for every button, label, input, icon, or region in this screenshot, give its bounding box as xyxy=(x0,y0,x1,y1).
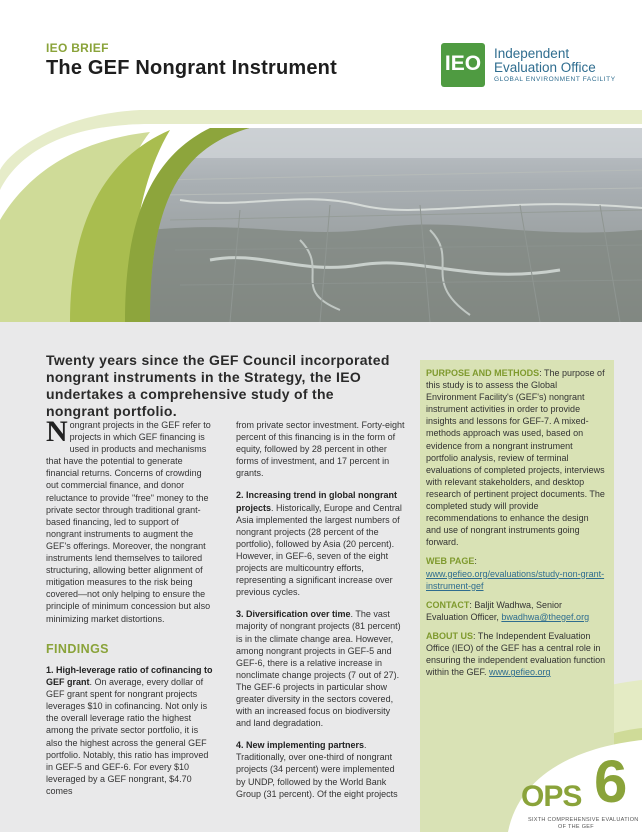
about-us-heading: ABOUT US xyxy=(426,630,473,641)
contact xyxy=(426,599,606,623)
brief-label: IEO BRIEF xyxy=(46,41,109,55)
intro-paragraph-text: ongrant projects in the GEF refer to projects in which GEF financing is used in products and mechanisms that have the potential to generate financial returns. Concerns of crowding out commercial finance, and donor reluctance to provide "free" money to the private sector through traditional grant-based financing, led to support of nongrant instruments to augment the GEF's offerings. Moreover, the nongrant instruments lend themselves to tailored structuring, allowing better alignment of mitigation measures to the risk being covered—not only helping to ensure the principle of minimum concession but also minimizing market distortions. xyxy=(46,420,211,624)
finding-2-title: 2. Increasing trend in global nongrant projects xyxy=(236,490,398,513)
web-page-heading: WEB PAGE xyxy=(426,556,475,567)
purpose-methods-text: : The purpose of this study is to assess the Global Environment Facility's (GEF's) nongrant instrument activities in order to provide insights and lessons for GEF-7. A mixed-methods approach was used, based on evidence from a nongrant instrument portfolio analysis, review of terminal evaluations of completed projects, interviews with relevant stakeholders, and desktop research of pertinent project documents. The completed study will provide recommendations to enhance the design and use of nongrant instruments going forward. xyxy=(426,368,605,548)
findings-heading: FINDINGS xyxy=(46,642,109,656)
ops6-logo-number: 6 xyxy=(594,748,628,815)
contact-email-link[interactable]: bwadhwa@thegef.org xyxy=(501,611,590,622)
ieo-logo-mark xyxy=(441,43,485,87)
aerial-photo xyxy=(0,110,642,322)
about-us xyxy=(426,630,606,678)
ops6-logo-text: OPS xyxy=(521,780,582,813)
column-2-continuation: from private sector investment. Forty-eight percent of this financing is in the form of equity, followed by 28 percent in other forms of investment, and 17 percent in grants. xyxy=(236,420,405,479)
contact-text: : Baljit Wadhwa, Senior Evaluation Officer, xyxy=(426,599,563,622)
finding-2 xyxy=(236,489,406,598)
finding-4-text: . Traditionally, over one-third of nongrant projects (34 percent) were implemented by UNDP, followed by the World Bank Group (31 percent). Of the eight projects xyxy=(236,740,398,799)
finding-4 xyxy=(236,739,406,799)
finding-3-title: 3. Diversification over time xyxy=(236,609,351,620)
intro-statement: Twenty years since the GEF Council incorporated nongrant instruments in the Strategy, the IEO undertakes a comprehensive study of the nongrant portfolio. xyxy=(46,352,390,419)
contact-heading: CONTACT xyxy=(426,599,470,610)
body-column-1-findings xyxy=(46,664,214,797)
web-page-link[interactable]: www.gefieo.org/evaluations/study-non-grant-instrument-gef xyxy=(426,568,605,591)
body-column-1 xyxy=(46,415,214,625)
body-column-2 xyxy=(236,419,406,800)
purpose-methods-heading: PURPOSE AND METHODS xyxy=(426,368,540,378)
about-us-text: : The Independent Evaluation Office (IEO) of the GEF has a central role in ensuring the independent evaluation function within the GEF. xyxy=(426,630,606,678)
drop-cap: N xyxy=(46,415,68,448)
logo-line-1: Independent xyxy=(494,46,570,61)
finding-2-text: . Historically, Europe and Central Asia implemented the largest numbers of nongrant projects (28 percent of the portfolio), followed by Asia (20 percent). However, in GEF-6, seven of the eight projects are multicountry efforts, representing a significant increase over previous cycles. xyxy=(236,502,402,598)
ieo-logo-text: IEO xyxy=(444,52,482,75)
logo-line-2: Evaluation Office xyxy=(494,60,596,75)
page-title: The GEF Nongrant Instrument xyxy=(46,57,337,79)
web-page: WEB PAGE: www.gefieo.org/evaluations/study-non-grant-instrument-gef xyxy=(426,556,605,591)
ops6-caption-1: SIXTH COMPREHENSIVE EVALUATION xyxy=(528,817,639,823)
sidebar-content xyxy=(426,367,606,678)
finding-3-text: . The vast majority of nongrant projects (81 percent) is in the climate change area. However, among nongrant projects in GEF-5 and GEF-6, there is a relative increase in nonclimate change projects (7 out of 27). The GEF-6 projects in particular show greater diversity in the sectors covered, with an increased focus on biodiversity and land degradation. xyxy=(236,609,401,729)
finding-3 xyxy=(236,608,406,729)
logo-line-3: GLOBAL ENVIRONMENT FACILITY xyxy=(494,76,616,83)
ops6-caption-2: OF THE GEF xyxy=(558,824,594,830)
purpose-methods xyxy=(426,367,606,548)
finding-1-text: . On average, every dollar of GEF grant spent for nongrant projects leverages $10 in cofinancing. Not only is the overall leverage ratio the highest among the private sector portfolio, it is also the highest across the general GEF portfolio. Notably, this ratio has improved in GEF-5 and GEF-6. For every $10 leveraged by a GEF nongrant, $4.70 comes xyxy=(46,677,209,796)
intro-paragraph xyxy=(46,415,214,625)
ieo-logo xyxy=(441,43,616,87)
finding-1 xyxy=(46,664,214,797)
finding-4-title: 4. New implementing partners xyxy=(236,740,365,751)
finding-1-title: 1. High-leverage ratio of cofinancing to GEF grant xyxy=(46,665,213,688)
about-us-link[interactable]: www.gefieo.org xyxy=(489,667,551,678)
